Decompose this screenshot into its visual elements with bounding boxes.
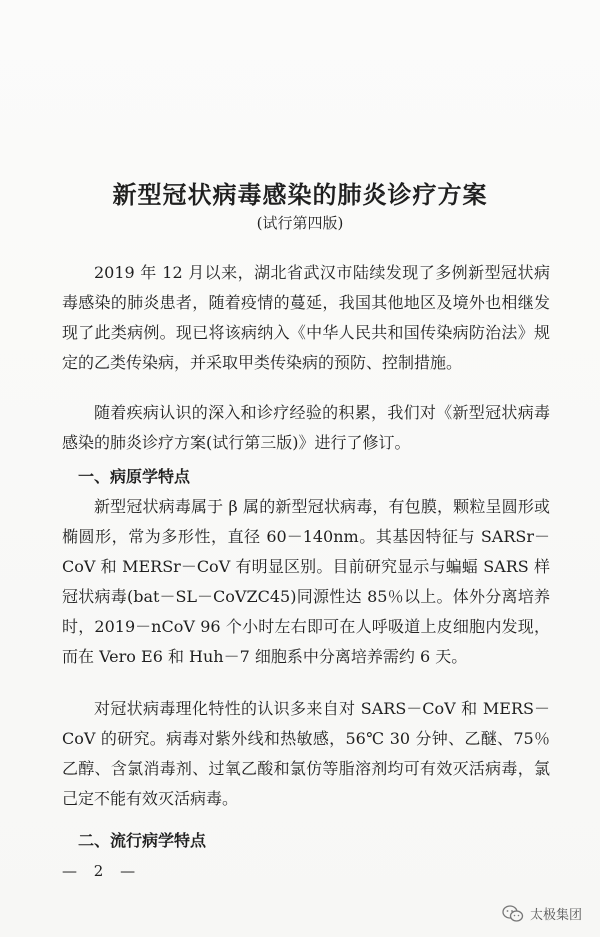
page-number: — 2 — <box>62 862 142 880</box>
paragraph-physicochemical: 对冠状病毒理化特性的认识多来自对 SARS－CoV 和 MERS－CoV 的研究。病毒对紫外线和热敏感，56℃ 30 分钟、乙醚、75％乙醇、含氯消毒剂、过氧乙酸和氯仿等脂溶剂均可有效灭活病毒，氯己定不能有效灭活病毒。 <box>62 699 550 808</box>
wechat-icon <box>502 905 524 923</box>
paragraph-revision: 随着疾病认识的深入和诊疗经验的积累，我们对《新型冠状病毒感染的肺炎诊疗方案(试行第三版)》进行了修订。 <box>62 403 550 452</box>
section-heading-epidemiology: 二、流行病学特点 <box>78 831 207 850</box>
wechat-watermark <box>502 904 582 923</box>
paragraph-intro: 2019 年 12 月以来，湖北省武汉市陆续发现了多例新型冠状病毒感染的肺炎患者，随着疫情的蔓延，我国其他地区及境外也相继发现了此类病例。现已将该病纳入《中华人民共和国传染病防治法》规定的乙类传染病，并采取甲类传染病的预防、控制措施。 <box>62 263 550 372</box>
document-subtitle: (试行第四版) <box>256 214 344 232</box>
section-heading-etiology: 一、病原学特点 <box>78 467 191 486</box>
watermark-text: 太极集团 <box>529 908 582 923</box>
paragraph-virus-characteristics: 新型冠状病毒属于 β 属的新型冠状病毒，有包膜，颗粒呈圆形或椭圆形，常为多形性，直径 60－140nm。其基因特征与 SARSr－CoV 和 MERSr－CoV 有明显区别。目前研究显示与蝙蝠 SARS 样冠状病毒(bat－SL－CoVZC45)同源性达 85％以上。体外分离培养时，2019－nCoV 96 个小时左右即可在人呼吸道上皮细胞内发现，而在 Vero E6 和 Huh－7 细胞系中分离培养需约 6 天。 <box>62 497 550 666</box>
document-title: 新型冠状病毒感染的肺炎诊疗方案 <box>112 180 488 209</box>
